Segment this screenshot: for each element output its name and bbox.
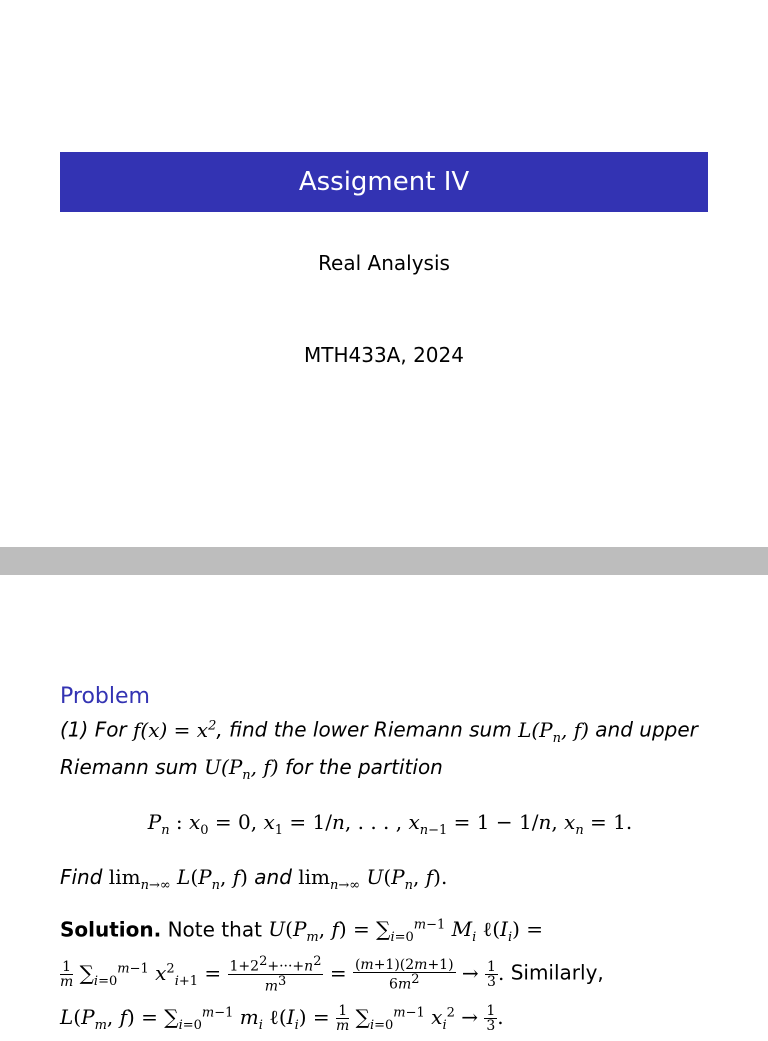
- slide-separator: [0, 547, 768, 575]
- partition-equation: $P_n$ : $x_0 = 0$, $x_1 = 1/n$, . . . , $x_{n-1} = 1 - 1/n$, $x_n = 1$.: [147, 809, 633, 838]
- course-info: MTH433A, 2024: [304, 343, 464, 367]
- title-bar: [60, 152, 708, 212]
- problem-block: [60, 683, 720, 1041]
- problem-slide: [0, 575, 768, 1034]
- solution: Solution. Note that $U(P_m$, $f) = \sum_{i=0}^{m-1}$ $M_i$ $\ell(I_i)$ = $\frac{1}{m}$ $\sum_{i=0}^{m-1}$ $x^2_{i+1}$ = $\frac{1+2^2+\cdot\cdot\cdot+n^2}{m^3}$ = $\frac{(m+1)(2m+1)}{6m^2}$ → $\frac{1}{3}$ . Similarly, $L(P_m$, $f) = \sum_{i=0}^{m-1}$ $m_i$ $\ell(I_i)$ = $\frac{1}{m}$ $\sum_{i=0}^{m-1}$ $x_i^2$ → $\frac{1}{3}$ .: [60, 917, 604, 1034]
- find-limits: Find $\lim_{n\to\infty} L(P_n$, f) and $\lim_{n\to\infty} U(P_n$, f).: [60, 864, 448, 893]
- slide-title: Assigment IV: [298, 167, 470, 197]
- problem-heading: Problem: [60, 684, 150, 709]
- problem-statement: (1) For $f(x) = x^2$, find the lower Riemann sum $L(P_n$, f) and upper Riemann sum $U(P_n$, f) for the partition: [60, 717, 698, 783]
- solution-label: Solution.: [60, 917, 162, 942]
- subtitle: Real Analysis: [318, 251, 450, 275]
